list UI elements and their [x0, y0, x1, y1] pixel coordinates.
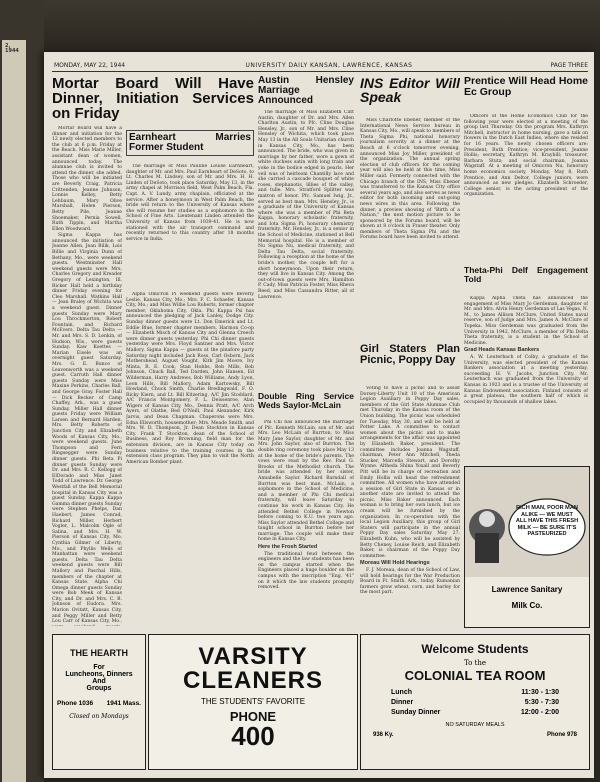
hearth-address: 1941 Mass.	[106, 700, 141, 707]
earnheart-body: The marriage of Miss Pauline Louise Earnheart, daughter of Mr. and Mrs. Paul Earnheart of DeSoto, to Lt. Charles M. Lindsey, son of Mr. and Mrs. H. H. Linden of DeSoto, took place Saturday, May 13, in the army chapel at Morrison field, West Palm Beach, Fla. Capt. A. V. Lundy, army chaplain, officiated at the service. After a honeymoon in West Palm Beach, the bride will return to the University of Kansas where she will resume her studies as a sophomore in the School of Fine Arts. Lieutenant Linden attended the University of Kansas from 1939-41. He is now stationed with the air transport command and recently returned to this country after 18 months service in India.	[126, 164, 254, 242]
varsity-cleaners-ad	[148, 634, 358, 770]
tea-to-the: To the	[463, 659, 487, 667]
tea-room-name: COLONIAL TEA ROOM	[404, 668, 546, 683]
hearth-title: THE HEARTH	[70, 648, 128, 658]
tea-contact	[373, 732, 577, 738]
tea-hours: 11:30 - 1:30	[521, 689, 559, 696]
adjacent-page-sliver	[2, 40, 26, 782]
varsity-tagline: THE STUDENTS' FAVORITE	[200, 697, 306, 706]
milk-ad-speech-bubble: RICH MAN, POOR MAN ALIKE — WE MUST ALL HAVE THIS FRESH MILK — BE SURE IT'S PASTEURIZED	[515, 505, 579, 538]
tea-hours-row	[391, 688, 559, 698]
tea-hours-row	[391, 698, 559, 708]
column-1	[52, 126, 122, 626]
varsity-phone: 400	[231, 721, 275, 751]
hearth-line-4: Groups	[86, 685, 112, 692]
moreau-body: F. J. Moreau, dean of the School of Law, will hold hearings for the War Production Board in Ft. Smith, Ark., today. Rumanian farmers grow wheat, corn, and barley for the most part.	[360, 568, 460, 596]
hearth-line-1: For	[93, 664, 105, 671]
milk-ad	[464, 466, 590, 628]
adjacent-page-number: 2, 1944	[5, 43, 19, 54]
tea-meal: Dinner	[391, 699, 414, 706]
austin-headline-area	[258, 76, 354, 110]
earnheart-headline-area	[126, 130, 254, 162]
theta-headline-area	[464, 266, 588, 296]
tea-welcome: Welcome Students	[421, 642, 529, 656]
girl-staters-headline-area	[360, 344, 460, 384]
prentice-headline: Prentice Will Head Home Ec Group	[464, 76, 588, 98]
ins-body: Miss Charlotte Ebener, member of the International News Service bureau in Kansas City, Mo., will speak to members of Theta Sigma Phi, national honorary journalism sorority at a dinner at the Beach at 6 o'clock tomorrow evening, announced Miss Joy Miller, president of the organization. The annual spring election of club officers for the coming year will also be held at this time, Miss Miller said. Formerly connected with the Chicago branch of the INS, Miss Ebener was transferred to the Kansas City office several years ago, and also serves as news editor for both incoming and out-going news wires in this area. Following the dinner, a preview showing of "Birth of a Nation," the next motion picture to be sponsored by the Forums board, will be shown at 8 o'clock in Fraser theater. Only members of Theta Sigma Phi and the Forums board have been invited to attend.	[360, 118, 460, 241]
earnheart-headline: Earnheart Marries Former Student	[126, 130, 254, 156]
social-notes-2: Alpha Omicron Pi weekend guests were Beverly Leslie, Kansas City, Mo.; Mrs. F. C. Schaefer, Kansas City, Mo.; and Miss Willie Lou Roberts, former chapter member, Oklahoma City, Okla. Phi Kappa Psi has announced the pledging of Jack Lanley, Dodge City. Sunday dinner guests were Lt. Don Emerick and Lt. Eddie Blue, former chapter members. Harmon Co-op — Elizabeth Misch of Kansas City and Glenna Creech were dinner guests yesterday. Phi Chi dinner guests yesterday were Mrs. Floyd Santner and Mrs. Victor Mallory. Sigma Kappa — guests at the pinafore party Saturday night included Jack Ross, Carl Osborn, Jack Mothershead, August Vought, Kirk Jim Moore, Ivy Minta, R. E. Cook, Stan Hobbs, Bob Mills, Bob Johnson, Chuck Ball, Ted Darden, John Hansen, Ed Wilderman, Harry Andrews, Bob Williams, Andy Lyon, Leon Hills, Bill Mallory, Adam Kartowsky, Bill Howland, Chuck Smith, Charlie Bredingwald, F. O. Ricky Kiern, and Lt. Bill Kitzering, A/C Jim Stoddard, A/C Francis Montgomery, F. L. Deissenroe, Alan Wigers of Kansas City, Mo., Dennis Pratt, A/C Arch Ayers, of Olathe, Bed O'Neill, Paul Alexander, Kirk Jarvis, and Dean Chapman. Chaperons were Mrs. Edna Ellsworth, housemother; Mrs. Meade Smith, and Mrs. W. D. Thompson, Jr. Dean Stockton in Kansas City. Frank T. Stockton, dean of the School of Business, and Roy Browning, field man for the extension division, are in Kansas City today on business relative to the training courses in the extension class program. They plan to visit the North American Bomber plant.	[126, 292, 254, 465]
header-date: MONDAY, MAY 22, 1944	[54, 62, 126, 69]
girl-staters-headline: Girl Staters Plan Picnic, Poppy Day	[360, 344, 460, 366]
mortar-board-headline-area	[52, 76, 254, 126]
bankers-body: A. W. Leuterbach of Colby, a graduate of the University, was elected president of the Kansas Bankers association at a meeting yesterday, succeeding H. V. Jacobs, Junction City. Mr. Leuterbach was graduated from the University of Kansas in 1923 and is a trustee of the University of Kansas Endowment association. Finland consists of a great plateau, the southern half of which is occupied by thousands of shallow lakes.	[464, 354, 588, 405]
frosh-subhead: Here the Frosh Started	[258, 544, 318, 551]
frosh-body: The traditional feud between the engineers and the law students has been on the campus started when the Engineers placed a huge boulder on the campus with the inscription "Eng. '41" on it which the law students promptly removed.	[258, 551, 354, 591]
ins-headline: INS Editor Will Speak	[360, 76, 460, 105]
moreau-subhead: Moreau Will Hold Hearings	[360, 560, 430, 567]
austin-body: The marriage of Miss Elizabeth Catt Austin, daughter of Dr. and Mrs. Allen Charlton Austin, to Pfc. Cline Douglas Hensley, Jr., son of Mr. and Mrs. Cline Hensley of Wichita, which took place May 13 in the All Souls Unitarian church in Kansas City, Mo., has been announced. The bride, who was given in marriage by her father, wore a gown of white duchess satin with long train and yoke in the bodice edged in pearls. Her veil was of heirloom Chantilly lace and she carried a cascade bouquet of white roses, stephanotis, lillies of the valley, and tulle. Mrs. Stratford Splitter was matron of honor. Pfc. Samuel Iwig, Jr., served as best man. Mrs. Hensley, Jr., is a graduate of the University of Kansas where she was a member of Phi Beta Kappa, honorary scholastic fraternity, and Iota Sigma Pi, honorary chemistry fraternity. Mr. Hensley, Jr., is a senior in the School of Medicine, stationed at Bell Memorial hospital. He is a member of Nu Sigma Nu, medical fraternity, and Delta Tau Delta, social fraternity. Following a reception at the home of the bride's mother, the couple left for a short honeymoon. Upon their return, they will live in Kansas City. Among the out-of-town guests were Mrs. Hamilton P. Cady, Miss Patricia Foster, Miss Rheva Reed, and Miss Cassandra Ritter, all of Lawrence.	[258, 110, 354, 300]
tea-phone: Phone 978	[546, 732, 577, 738]
double-ring-headline-area	[258, 392, 354, 418]
header-paper-name: UNIVERSITY DAILY KANSAN, LAWRENCE, KANSAS	[245, 62, 413, 69]
bankers-subhead: Grad Heads Kansas Bankers	[464, 347, 540, 354]
varsity-name-2: CLEANERS	[182, 667, 323, 694]
hearth-line-3: And	[92, 678, 106, 685]
ins-headline-area	[360, 76, 460, 116]
hearth-phone: Phone 1036	[57, 700, 94, 707]
tea-meal: Lunch	[391, 689, 412, 696]
adjacent-page-edge	[0, 0, 44, 782]
double-ring-article	[258, 420, 354, 626]
girl-staters-body: Voting to have a picnic and to assist Dorsey-Liberty Unit 10 of the American Legion Auxiliary in Poppy Day sales, members of the Girl State Alumnae Club met Thursday in the Kansas room of the Union building. The picnic was scheduled for Tuesday, May 30, and will be held at Potter Lake. A committee to contact women about the picnic and to make arrangements for the affair was appointed by Elizabeth Baker, president. The committee includes Joanna Wagstaff, chairman, Peter Ann Mitchell, Theda Stucker, Marcella Stewart, and Dorothy Wynne. Altheda Shina Yoxall and Beverly Pitt will be in charge of recreation and Emily Hollis will head the refreshment committee. All women who have attended a session of Girl State in Kansas or in another state are invited to attend the picnic, Miss Baker announced. Each woman is to bring her own lunch, but ice cream will be furnished by the organization. In co-operation with the local Legion Auxiliary, this group of Girl Staters will participate in the annual Poppy Day sales Saturday May 27. Elizabeth Kuhn, who will be assisted by Betty Cheney, Louise Reich, and Elizabeth Baker, is chairman of the Poppy Day committee.	[360, 386, 460, 559]
milk-ad-name-2: Milk Co.	[511, 601, 543, 610]
hearth-ad	[52, 634, 146, 770]
milk-ad-name: Lawrence Sanitary	[491, 585, 563, 594]
colonial-tea-room-ad	[360, 634, 590, 770]
hearth-line-2: Luncheons, Dinners	[65, 671, 133, 678]
society-notes: Sigma Kappa has announced the initiation of Jeanne Allen, Jean Bilik, Lois Billie and Virginia Dunn of Bethany, Mo., were weekend guests. Westminster Hall weekend guests were Mrs. Charles Gregory and Kreader Gregory of Lexington, Ill. Ricker Hall held a birthday dinner Friday evening for Cleo Marshall. Watkins Hall — Jean Braley of Wichita was a weekend guest. Dinner guests Sunday were Mary Lou Throckmorton, Robert Fountain, and Richard McEvers. Delta Tau Delta — Mr. and Mrs. S. D. Lenkin, of Hudson, Wis., were guests Sunday. Kaw Koettes — Marian Eisele was an overnight guest Saturday. Mrs. G. E. Bunce of Leavenworth was a weekend guest. Carruth Hall dinner guests Sunday were Miss Maxine Perkins, Charles Ball, and George Gray. Foster Hall — Dick Becker of Camp Chaffey, Ark., was a guest Sunday. Miller Hall dinner guests Friday were William Larsen and Bernard Harden. Mrs. Betty Roberts of Junction City and Elizabeth Woods of Kansas City, Mo., were weekend guests. June Thompson and Fern Ringsegger were Sunday dinner guests. Phi Beta Pi dinner guests Sunday were Dr. and Mrs. R. C. Kellogg of ElDorado and Miss Janet Todd of Lawrence. Dr. George Westfall of the Bell Memorial hospital in Kansas City was a guest Sunday. Kappa Kappa Gamma dinner guests Sunday were Stephen Phelps, Dan Haebert, James Conrad, Richard Miller, Herbert Vogler, L. Malcolm Ogle of Salina, and Mrs. H. W. Pierson of Kansas City, Mo. Cynthia Gilmer of Liberty, Mo., and Phyllis Wells of Manhattan were weekend guests. Delta Tau Delta weekend guests were Bill Mallory and Paschal Hills, members of the chapter at Kansas State. Alpha Chi Omega dinner guests Sunday were Bob Meek of Kansas City, and Dr. and Mrs. C. B. Johnson of Eudora. Mrs. Marion Ovitatt, Kansas City, and Peggy Miller and Betty Lou Carr of Kansas City, Mo.,	[52, 233, 122, 625]
varsity-name: VARSITY	[198, 643, 308, 670]
austin-headline: Austin Hensley Marriage Announced	[258, 76, 354, 106]
top-shadow	[0, 0, 600, 52]
header-rule	[52, 71, 588, 72]
mortar-board-body: Mortar Board will have a dinner and initiation for the 12 newly elected members to the club at 6 p.m. Friday at the Beach. Miss Marie Miller, assistant dean of women, announced today. The alumnae club is invited to attend the dinner, she added. Those who will be initiated are Beverly Craig, Patricia Crittenden, Jeanne Johnson, Lonnie Kelley, Betty Lehbaum, Mary Olive Marshall, Helen Pierson, Betty Pile, Jeanne Shoemaker, Pernia Sowell, Ruth Tippin, and Martha Ellen Woodward.	[52, 126, 122, 232]
theta-article	[464, 296, 588, 464]
theta-headline: Theta-Phi Delf Engagement Told	[464, 266, 588, 284]
tea-meal: Sunday Dinner	[391, 709, 441, 716]
tea-hours: 12:00 - 2:00	[520, 709, 559, 716]
earnheart-article	[126, 164, 254, 284]
tea-hours-table	[391, 688, 559, 718]
column-2-social	[126, 292, 254, 622]
double-ring-body: Phi Chi has announced the marriage of Pfc. Kenneth McLain, son of Mr. and Mrs. Leo McLain of Burrton, to Miss Mary Jane Saylor, daughter of Mr. and Mrs. John Saylor, also of Burrton. The double ring ceremony took place May 13 at the home of the bride's parents. The vows were read by the Rev. Paul G. Brooks of the Methodist church. The bride was attended by her sister, Annabelle Saylor. Richard Barndall of Burrton was best man. McLain, a sophomore in the School of Medicine, and a member of Phi Chi medical fraternity, will leave Saturday to continue his work in Kansas City. He attended Bethel College in Newton before coming to K.U. two years ago. Miss Saylor attended Bethel College and taught school in Burrton before her marriage. The couple will make their home in Kansas City.	[258, 420, 354, 543]
varsity-phone-label: PHONE	[229, 709, 277, 724]
tea-hours: 5:30 - 7:30	[524, 699, 559, 706]
newspaper-page	[44, 52, 594, 778]
double-ring-headline: Double Ring Service Weds Saylor-McLain	[258, 392, 354, 410]
ins-article	[360, 118, 460, 338]
tea-hours-row	[391, 708, 559, 718]
prentice-headline-area	[464, 76, 588, 112]
prentice-body: Officers of the Home Economics Club for the following year were elected at a meeting of the group last Thursday. On the program Mrs. Kathryn Mitchell, instructor in home nursing, gave a talk on flowers in the Dutch East Indies, where she resided for 16 years. The newly chosen officers are: President, Ruth Prentice; vice-president, Jeanne Hollis; secretary, Kathryn M. Kraybill; treasurer, Barbara Stutz; and social chairman, Joanna Wagstaff. At a meeting of Omicron Nu, honorary home economics society, Monday, May 8, Ruth Prentice, and Ann Deltor, College juniors, were announced as new pledges. Elizabeth Schroeder, College senior, is the acting president of the organization.	[464, 114, 588, 198]
tea-note: NO SATURDAY MEALS	[445, 722, 505, 728]
austin-article	[258, 110, 354, 390]
hearth-closed-note: Closed on Mondays	[69, 713, 129, 720]
header-page-number: PAGE THREE	[550, 62, 588, 69]
hearth-contact	[57, 700, 141, 707]
theta-body: Kappa Alpha Theta has announced the engagement of Miss Mary Jo Gerdeman, daughter of Mr. and Mrs. Alvin Henry Gerdeman of Las Vegas, N. M., to James Allison McClure, United States naval reserve, son of Judge and Mrs. James A. McClure of Topeka. Miss Gerdeman was graduated from the University in 1942. McClure, a member of Phi Delta Theta fraternity, is a student in the School of Medicine.	[464, 296, 588, 346]
tea-address: 936 Ky.	[373, 732, 394, 738]
mortar-board-headline: Mortar Board Will Have Dinner, Initiation Services on Friday	[52, 76, 254, 122]
prentice-article	[464, 114, 588, 264]
girl-staters-article	[360, 386, 460, 626]
